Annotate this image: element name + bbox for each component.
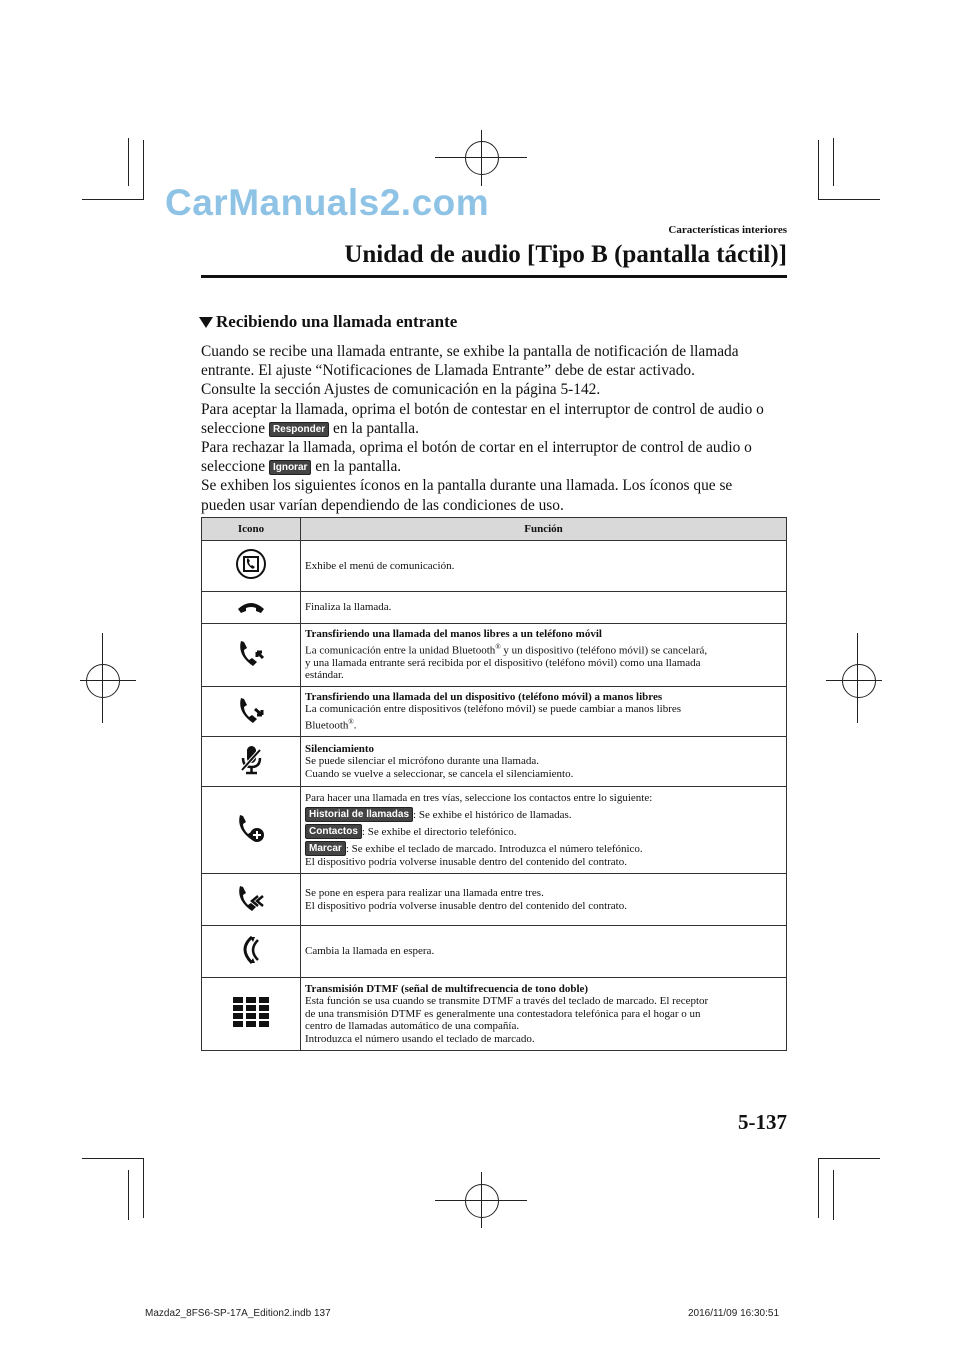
- icon-cell: [202, 687, 301, 737]
- table-row: [202, 926, 787, 978]
- paragraph-line: Consulte la sección Ajustes de comunicación en la página 5-142.: [201, 381, 601, 399]
- function-text: y una llamada entrante será recibida por el dispositivo (teléfono móvil) como una llamada: [305, 656, 701, 669]
- registration-circle: [465, 141, 499, 175]
- paragraph-line: pueden usar varían dependiendo de las condiciones de uso.: [201, 496, 564, 514]
- crop-mark: [833, 1170, 834, 1220]
- function-title: Transfiriendo una llamada del un dispositivo (teléfono móvil) a manos libres: [305, 690, 663, 703]
- crop-mark: [143, 1158, 144, 1218]
- contacts-button: Contactos: [305, 824, 362, 839]
- text: : Se exhibe el directorio telefónico.: [361, 825, 517, 838]
- table-row: [202, 624, 787, 687]
- column-header-icon: Icono: [202, 518, 301, 541]
- text: y un dispositivo (teléfono móvil) se cancelará,: [500, 644, 708, 657]
- table-row: [202, 737, 787, 787]
- answer-button: Responder: [269, 422, 329, 437]
- crop-mark: [82, 199, 144, 200]
- icon-function-table: [201, 517, 787, 1051]
- function-text: Para hacer una llamada en tres vías, seleccione los contactos entre lo siguiente:: [305, 791, 653, 804]
- crop-mark: [818, 1158, 819, 1218]
- function-text: Cuando se vuelve a seleccionar, se cancela el silenciamiento.: [305, 767, 574, 780]
- crop-mark: [818, 199, 880, 200]
- function-text: [305, 716, 782, 732]
- crop-mark: [833, 138, 834, 186]
- text: seleccione: [201, 419, 266, 437]
- function-text: El dispositivo podría volverse inusable dentro del contenido del contrato.: [305, 855, 627, 868]
- text: La comunicación entre la unidad Bluetooth: [305, 644, 496, 657]
- call-history-button: Historial de llamadas: [305, 807, 413, 822]
- function-text: La comunicación entre dispositivos (teléfono móvil) se puede cambiar a manos libres: [305, 703, 682, 716]
- function-cell: [301, 541, 787, 592]
- function-cell: [301, 926, 787, 978]
- merge-call-icon: [236, 883, 266, 913]
- paragraph-line: [201, 419, 791, 438]
- watermark-logo: CarManuals2.com: [165, 182, 490, 223]
- text: : Se exhibe el teclado de marcado. Introduzca el número telefónico.: [345, 842, 643, 855]
- icon-cell: [202, 624, 301, 687]
- function-cell: [301, 737, 787, 787]
- function-cell: [301, 592, 787, 624]
- crop-mark: [82, 1158, 144, 1159]
- icon-cell: [202, 592, 301, 624]
- function-text: [305, 824, 782, 839]
- paragraph-line: [201, 457, 791, 476]
- function-text: Exhibe el menú de comunicación.: [305, 559, 455, 572]
- icon-cell: [202, 737, 301, 787]
- transfer-to-phone-icon: [237, 638, 265, 668]
- function-text: [305, 641, 782, 657]
- function-cell: [301, 978, 787, 1051]
- function-cell: [301, 687, 787, 737]
- add-call-icon: [236, 812, 266, 844]
- body-text: [201, 342, 791, 515]
- hang-up-icon: [236, 598, 266, 614]
- function-text: Se puede silenciar el micrófono durante una llamada.: [305, 755, 539, 768]
- registration-circle: [465, 1184, 499, 1218]
- footer-filename: Mazda2_8FS6-SP-17A_Edition2.indb 137: [145, 1308, 331, 1319]
- function-cell: [301, 624, 787, 687]
- crop-mark: [143, 140, 144, 200]
- table-row: [202, 592, 787, 624]
- function-title: Transmisión DTMF (señal de multifrecuencia de tono doble): [305, 982, 589, 995]
- function-text: Cambia la llamada en espera.: [305, 945, 435, 958]
- function-text: El dispositivo podría volverse inusable dentro del contenido del contrato.: [305, 899, 627, 912]
- registration-circle: [842, 664, 876, 698]
- transfer-to-handsfree-icon: [237, 695, 265, 725]
- paragraph-line: Para rechazar la llamada, oprima el botón de cortar en el interruptor de control de audio o: [201, 439, 752, 457]
- page-number: 5-137: [738, 1110, 787, 1134]
- section-heading: [199, 312, 457, 332]
- icon-cell: [202, 874, 301, 926]
- function-text: Finaliza la llamada.: [305, 601, 392, 614]
- crop-mark: [818, 140, 819, 200]
- paragraph-line: entrante. El ajuste “Notificaciones de Llamada Entrante” debe de estar activado.: [201, 362, 695, 380]
- swap-call-icon: [238, 934, 264, 966]
- registered-mark: ®: [495, 642, 501, 651]
- triangle-bullet-icon: [199, 317, 213, 328]
- ignore-button: Ignorar: [269, 460, 311, 475]
- function-text: estándar.: [305, 669, 344, 682]
- mute-icon: [240, 744, 262, 776]
- paragraph-line: Se exhiben los siguientes íconos en la pantalla durante una llamada. Los íconos que se: [201, 477, 733, 495]
- function-text: [305, 841, 782, 856]
- header-rule: [201, 275, 787, 278]
- page-title: Unidad de audio [Tipo B (pantalla táctil)]: [344, 241, 787, 268]
- table-row: [202, 874, 787, 926]
- table-row: [202, 687, 787, 737]
- function-cell: [301, 874, 787, 926]
- column-header-function: Función: [301, 518, 787, 541]
- registered-mark: ®: [348, 717, 354, 726]
- crop-mark: [128, 138, 129, 186]
- icon-cell: [202, 787, 301, 874]
- function-cell: [301, 787, 787, 874]
- crop-mark: [818, 1158, 880, 1159]
- text: en la pantalla.: [315, 458, 402, 476]
- function-text: centro de llamadas automático de una compañía.: [305, 1020, 520, 1033]
- icon-cell: [202, 541, 301, 592]
- table-header-row: [202, 518, 787, 541]
- table-row: [202, 978, 787, 1051]
- crop-mark: [128, 1170, 129, 1220]
- icon-cell: [202, 926, 301, 978]
- paragraph-line: Para aceptar la llamada, oprima el botón de contestar en el interruptor de control de audio o: [201, 400, 764, 418]
- dial-button: Marcar: [305, 841, 346, 856]
- registration-circle: [86, 664, 120, 698]
- section-label: Características interiores: [668, 224, 787, 236]
- function-title: Silenciamiento: [305, 742, 375, 755]
- paragraph-line: Cuando se recibe una llamada entrante, se exhibe la pantalla de notificación de llamada: [201, 343, 739, 360]
- icon-cell: [202, 978, 301, 1051]
- text: en la pantalla.: [333, 419, 419, 437]
- text: .: [353, 719, 357, 732]
- function-text: [305, 807, 782, 822]
- function-text: de una transmisión DTMF es generalmente una contestadora telefónica para el hogar o un: [305, 1007, 701, 1020]
- function-text: Esta función se usa cuando se transmite DTMF a través del teclado de marcado. El receptor: [305, 995, 709, 1008]
- function-text: Se pone en espera para realizar una llamada entre tres.: [305, 886, 544, 899]
- table-row: [202, 787, 787, 874]
- text: Bluetooth: [305, 719, 349, 732]
- text: seleccione: [201, 458, 266, 476]
- communication-menu-icon: [235, 548, 267, 580]
- function-title: Transfiriendo una llamada del manos libres a un teléfono móvil: [305, 627, 602, 640]
- function-text: Introduzca el número usando el teclado de marcado.: [305, 1032, 535, 1045]
- table-row: [202, 541, 787, 592]
- keypad-icon: [233, 997, 269, 1027]
- heading-text: Recibiendo una llamada entrante: [216, 312, 458, 331]
- text: : Se exhibe el histórico de llamadas.: [413, 808, 572, 821]
- footer-timestamp: 2016/11/09 16:30:51: [688, 1308, 780, 1319]
